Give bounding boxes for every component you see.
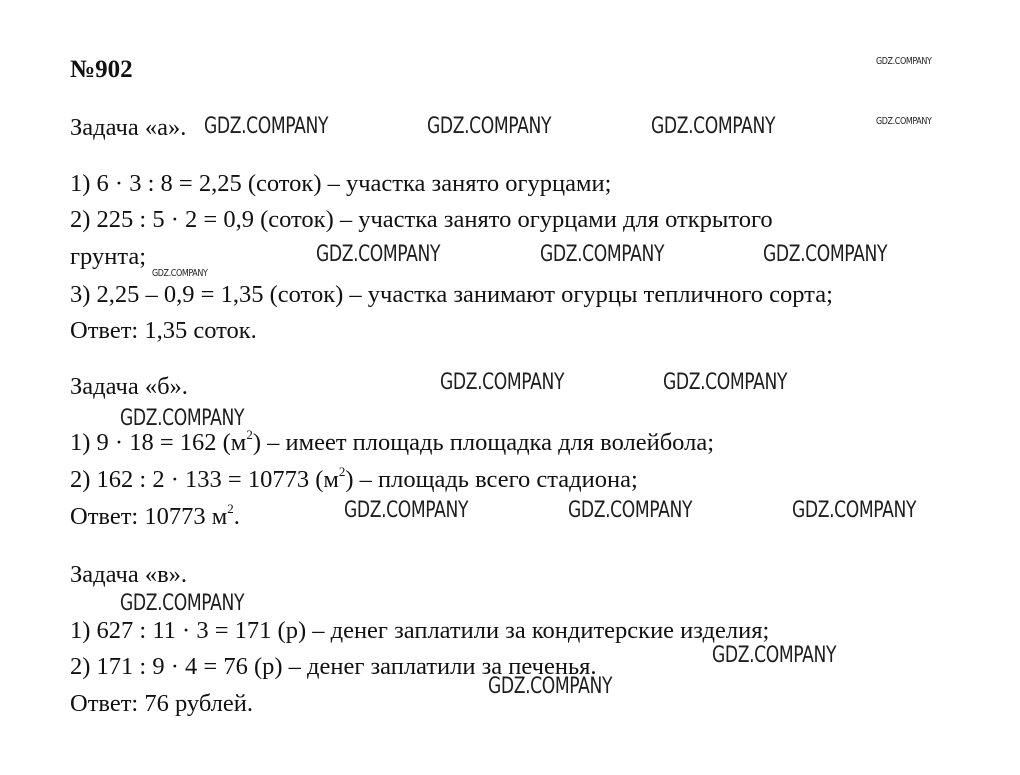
watermark: GDZ.COMPANY <box>316 242 441 267</box>
task-c-line-2: 2) 171 : 9 · 4 = 76 (р) – денег заплатили за печенья. <box>70 653 597 680</box>
watermark: GDZ.COMPANY <box>540 242 665 267</box>
task-c-line-1: 1) 627 : 11 · 3 = 171 (р) – денег заплатили за кондитерские изделия; <box>70 617 770 644</box>
watermark: GDZ.COMPANY <box>344 498 469 523</box>
watermark: GDZ.COMPANY <box>876 56 932 67</box>
watermark: GDZ.COMPANY <box>663 370 788 395</box>
watermark: GDZ.COMPANY <box>427 114 552 139</box>
watermark: GDZ.COMPANY <box>120 591 245 616</box>
task-a-line-3: грунта; <box>70 243 147 270</box>
task-b-line-2: 2) 162 : 2 · 133 = 10773 $(м^2)$ – площадь всего стадиона; <box>70 464 638 493</box>
watermark: GDZ.COMPANY <box>876 116 932 127</box>
problem-number: №902 <box>70 56 133 83</box>
watermark: GDZ.COMPANY <box>763 242 888 267</box>
task-a-line-2: 2) 225 : 5 · 2 = 0,9 (соток) – участка занято огурцами для открытого <box>70 206 773 233</box>
watermark: GDZ.COMPANY <box>568 498 693 523</box>
watermark: GDZ.COMPANY <box>792 498 917 523</box>
task-b-heading: Задача «б». <box>70 373 188 400</box>
watermark: GDZ.COMPANY <box>204 114 329 139</box>
task-c-answer: Ответ: 76 рублей. <box>70 690 254 717</box>
task-a-line-1: 1) 6 · 3 : 8 = 2,25 (соток) – участка занято огурцами; <box>70 170 612 197</box>
task-a-heading: Задача «а». <box>70 114 187 141</box>
watermark: GDZ.COMPANY <box>651 114 776 139</box>
watermark: GDZ.COMPANY <box>152 268 208 279</box>
task-c-heading: Задача «в». <box>70 561 188 588</box>
watermark: GDZ.COMPANY <box>120 406 245 431</box>
watermark: GDZ.COMPANY <box>712 643 837 668</box>
watermark: GDZ.COMPANY <box>488 674 613 699</box>
task-a-line-4: 3) 2,25 – 0,9 = 1,35 (соток) – участка занимают огурцы тепличного сорта; <box>70 281 833 308</box>
task-b-line-1: 1) 9 · 18 = 162 $(м^2)$ – имеет площадь площадка для волейбола; <box>70 427 715 456</box>
task-a-answer: Ответ: 1,35 соток. <box>70 317 257 344</box>
task-b-answer: Ответ: 10773 $м^2$. <box>70 501 240 530</box>
watermark: GDZ.COMPANY <box>440 370 565 395</box>
